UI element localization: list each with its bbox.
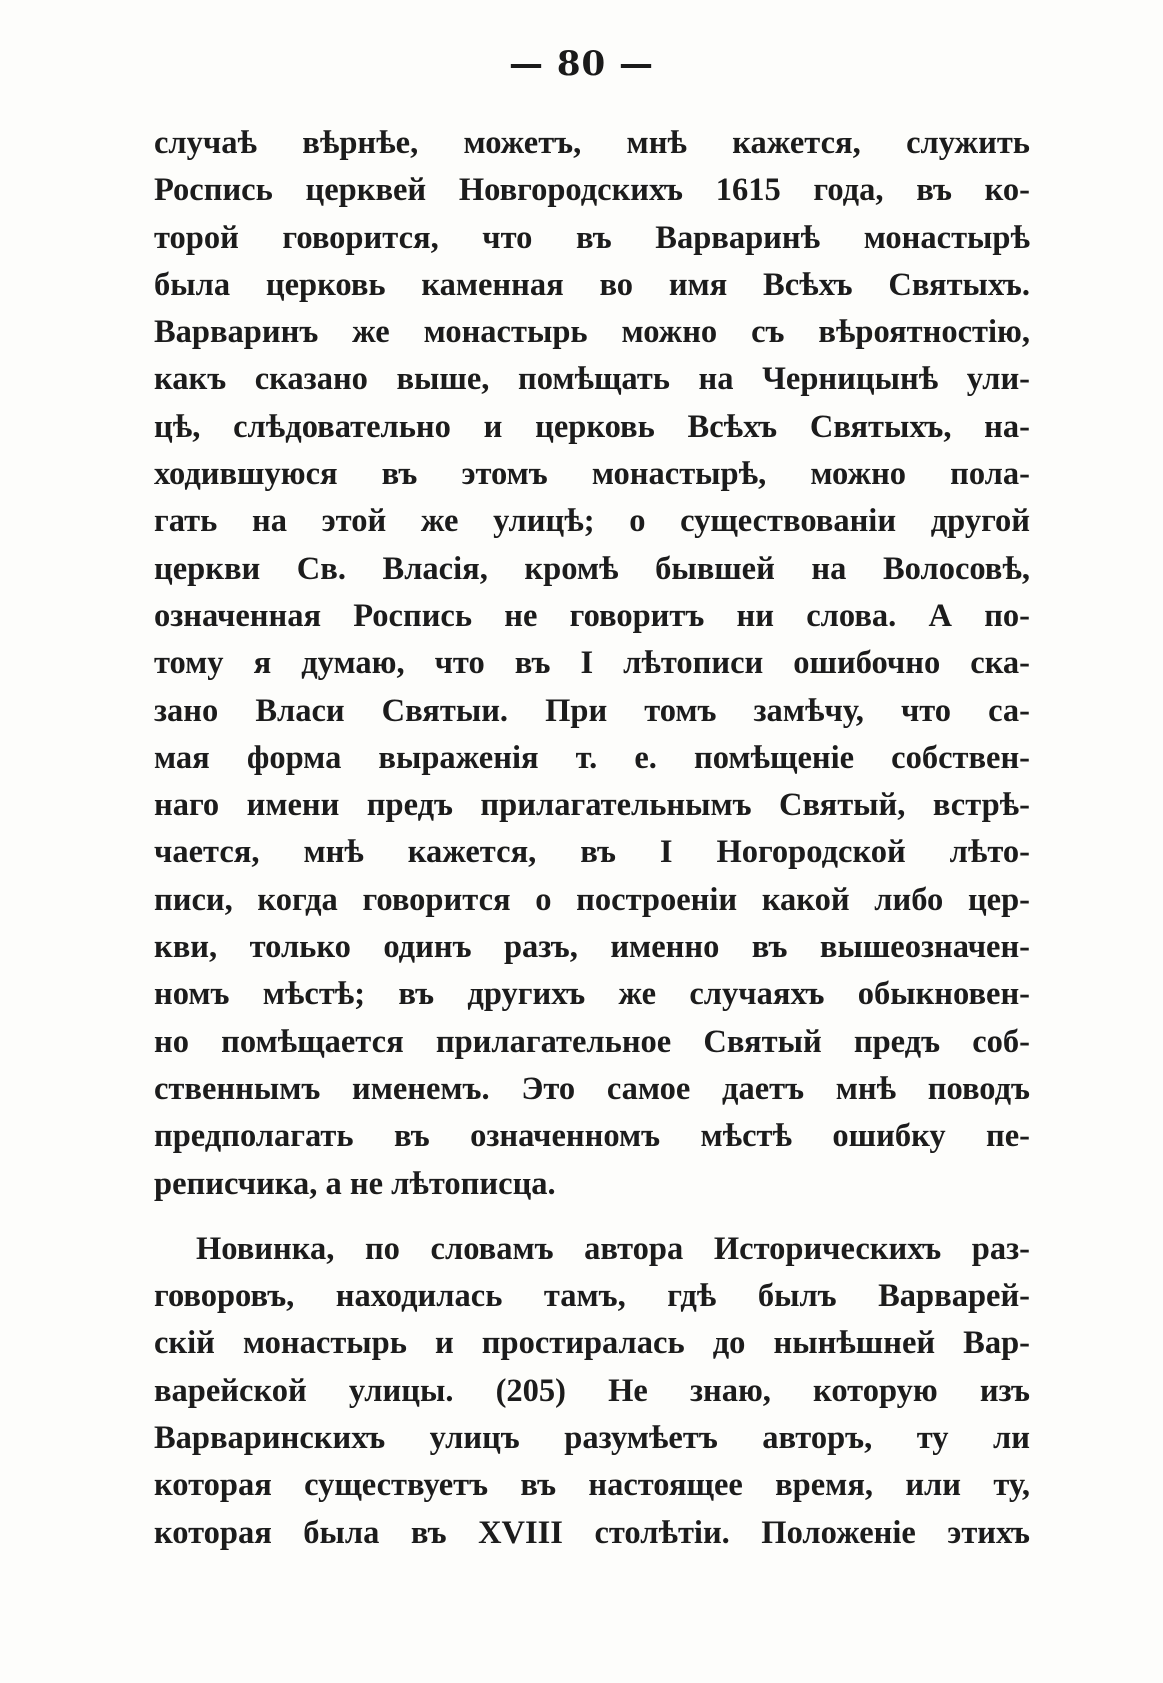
text-line: Новинка, по словамъ автора Историческихъ раз- <box>196 1230 1030 1267</box>
text-line: зано Власи Святыи. При томъ замѣчу, что са- <box>154 692 1030 729</box>
text-line: Варваринскихъ улицъ разумѣетъ авторъ, ту ли <box>154 1420 1030 1457</box>
text-line: означенная Роспись не говоритъ ни слова. А по- <box>154 597 1030 634</box>
text-line: случаѣ вѣрнѣе, можетъ, мнѣ кажется, служить <box>154 125 1030 161</box>
text-line: варейской улицы. (205) Не знаю, которую изъ <box>154 1372 1030 1409</box>
text-line: гать на этой же улицѣ; о существованіи другой <box>154 503 1030 540</box>
text-line: Роспись церквей Новгородскихъ 1615 года, въ ко- <box>154 172 1030 209</box>
text-line: но помѣщается прилагательное Святый предъ соб- <box>154 1023 1030 1060</box>
page-number: — 80 — <box>509 44 654 84</box>
text-line: какъ сказано выше, помѣщать на Черницынѣ ули- <box>154 361 1030 398</box>
text-line: номъ мѣстѣ; въ другихъ же случаяхъ обыкновен- <box>154 976 1030 1013</box>
text-line: предполагать въ означенномъ мѣстѣ ошибку пе- <box>154 1118 1030 1155</box>
text-line: цѣ, слѣдовательно и церковь Всѣхъ Святыхъ, на- <box>154 408 1030 445</box>
text-line: торой говорится, что въ Варваринѣ монастырѣ <box>154 219 1030 256</box>
text-column <box>154 120 1030 1557</box>
text-line: говоровъ, находилась тамъ, гдѣ былъ Варварей- <box>154 1278 1030 1315</box>
text-line: чается, мнѣ кажется, въ I Ногородской лѣто- <box>154 834 1030 871</box>
text-line: была церковь каменная во имя Всѣхъ Святыхъ. <box>154 266 1030 303</box>
paragraph-2 <box>154 1226 1030 1557</box>
text-line: писи, когда говорится о построеніи какой либо цер- <box>154 881 1030 918</box>
text-line: ственнымъ именемъ. Это самое даетъ мнѣ поводъ <box>154 1070 1030 1107</box>
text-line: Варваринъ же монастырь можно съ вѣроятностію, <box>154 314 1030 351</box>
text-line: наго имени предъ прилагательнымъ Святый, встрѣ- <box>154 787 1030 824</box>
text-line: церкви Св. Власія, кромѣ бывшей на Волосовѣ, <box>154 550 1030 587</box>
text-line: которая была въ XVIII столѣтіи. Положеніе этихъ <box>154 1514 1030 1551</box>
text-line: которая существуетъ въ настоящее время, или ту, <box>154 1467 1030 1504</box>
text-line: ходившуюся въ этомъ монастырѣ, можно пола- <box>154 456 1030 493</box>
text-line: мая форма выраженія т. е. помѣщеніе собствен- <box>154 739 1030 776</box>
text-line: кви, только одинъ разъ, именно въ вышеозначен- <box>154 929 1030 966</box>
text-line: скій монастырь и простиралась до нынѣшней Вар- <box>154 1325 1030 1362</box>
text-line: реписчика, а не лѣтописца. <box>154 1165 556 1202</box>
text-line: тому я думаю, что въ I лѣтописи ошибочно ска- <box>154 645 1030 682</box>
paragraph-1 <box>154 120 1030 1208</box>
